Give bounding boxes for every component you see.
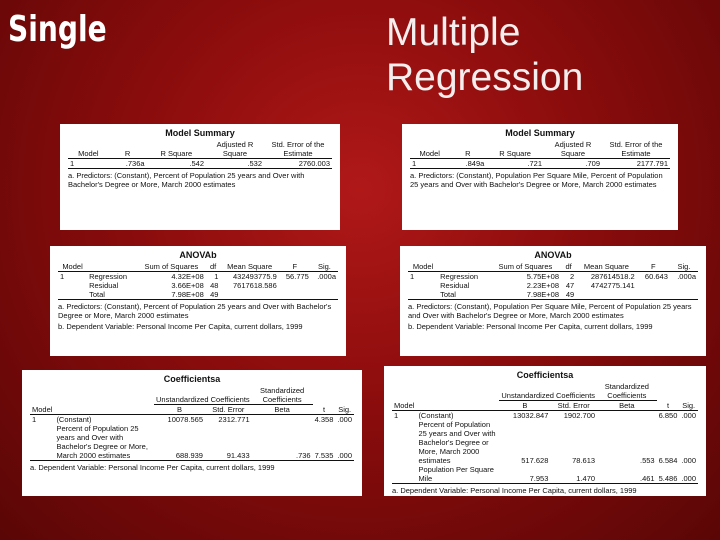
table-row [392,465,698,484]
col-header: Sig. [682,401,696,410]
cell: Total [89,290,105,299]
col-header: R [465,149,471,158]
cell: .000 [681,474,696,483]
cell: 4.358 [314,415,334,424]
table-row [30,415,354,425]
col-header: B [176,405,182,414]
cell: Percent of Population 25 years and Over with Bachelor's Degree or More, March 2000 estimates [418,420,496,465]
col-header: t [322,405,326,414]
cell: 2760.003 [264,159,332,169]
cell: 1 [410,159,449,169]
cell: 287614518.2 [576,272,636,282]
col-header: Sum of Squares [144,262,199,271]
col-header: Sig. [338,405,352,414]
table-note: b. Dependent Variable: Personal Income Per Capita, current dollars, 1999 [408,322,653,331]
cell: .000 [337,415,352,424]
slide-title-multiple-line1: Multiple [386,11,521,54]
cell: .736a [109,159,147,169]
col-header: Mean Square [583,262,629,271]
table-row [58,281,338,290]
cell: 7.953 [529,474,549,483]
col-header: t [666,401,670,410]
cell: 49 [565,290,575,299]
table-title: ANOVAb [179,250,217,260]
col-header: Model [32,405,53,414]
cell: 49 [210,290,219,299]
table-row [408,281,698,290]
cell: .000 [681,411,696,420]
single-coefficients-panel [22,370,362,496]
col-header: Sig. [317,262,331,271]
cell: Residual [89,281,119,290]
cell: 60.643 [637,272,670,282]
col-header [438,262,490,272]
cell: 1 [392,411,416,421]
cell: 1.470 [576,474,596,483]
cell: 5.486 [658,474,678,483]
col-header: Model [412,262,434,271]
cell: 7617618.586 [232,281,277,290]
col-header: df [565,262,572,271]
cell [311,290,338,300]
cell: 1 [408,272,438,282]
col-header: Model [62,262,83,271]
group-header: Unstandardized Coefficients [499,382,597,401]
cell: .000 [337,451,352,460]
table-note: a. Predictors: (Constant), Percent of Population 25 years and Over with Bachelor's Degree or More, March 2000 estimates [68,171,305,189]
cell: 56.775 [279,272,311,282]
table-row [408,290,698,300]
cell [220,290,278,300]
table-note: a. Predictors: (Constant), Population Per Square Mile, Percent of Population 25 years and Over with Bachelor's Degree or More, March 2000 estimates [408,302,692,320]
cell: 78.613 [572,456,596,465]
single-model-summary-table [68,140,332,169]
col-header: df [209,262,217,271]
cell: 48 [210,281,219,290]
cell: 4.32E+08 [137,272,206,282]
cell: 2177.791 [602,159,670,169]
cell: 432493775.9 [220,272,278,282]
cell: 7.535 [314,451,334,460]
cell: Total [440,290,456,299]
cell: .721 [486,159,544,169]
cell: 2.23E+08 [526,281,560,290]
cell: 6.850 [658,411,678,420]
cell: .000a [670,272,698,282]
single-anova-panel [50,246,346,356]
multiple-anova-table [408,262,698,300]
cell: Regression [438,272,490,282]
col-header: Sig. [677,262,691,271]
cell: 2 [561,272,576,282]
table-row [408,272,698,282]
cell: .461 [640,474,655,483]
multiple-model-summary-panel [402,124,678,230]
col-header: F [650,262,656,271]
col-header [87,262,137,272]
cell: 13032.847 [499,411,550,421]
group-header: Standardized Coefficients [252,386,313,405]
col-header [54,405,154,415]
col-header: Mean Square [227,262,273,271]
cell: 7.98E+08 [171,290,204,299]
group-header: Standardized Coefficients [597,382,657,401]
table-row [68,159,332,169]
cell [408,290,438,300]
cell [252,415,313,425]
cell: 4742775.141 [590,281,635,290]
table-row [58,272,338,282]
cell [58,281,87,290]
cell [311,281,338,290]
table-title: Model Summary [165,128,235,138]
cell: 10078.565 [154,415,205,425]
single-anova-table [58,262,338,300]
cell: Regression [87,272,137,282]
cell: .532 [206,159,264,169]
table-title: ANOVAb [534,250,572,260]
col-header: Adjusted R Square [554,140,592,158]
multiple-anova-panel [400,246,706,356]
multiple-model-summary-table [410,140,670,169]
multiple-coefficients-table [392,382,698,484]
col-header: B [522,401,528,410]
col-header: R [124,149,131,158]
cell: 2312.771 [205,415,252,425]
cell: 517.628 [521,456,549,465]
slide-title-single: Single [8,9,107,50]
cell [58,290,87,300]
cell: 1902.700 [550,411,597,421]
cell: Residual [440,281,470,290]
table-row [58,290,338,300]
cell: .736 [296,451,311,460]
cell: Population Per Square Mile [418,465,494,483]
col-header: Std. Error [557,401,590,410]
cell: .849a [449,159,486,169]
cell: .000 [681,456,696,465]
slide-title-multiple-line2: Regression [386,56,584,99]
cell: .542 [147,159,206,169]
table-row [30,424,354,461]
cell: 5.75E+08 [490,272,561,282]
cell [279,281,311,290]
col-header: Model [419,149,440,158]
cell: .553 [640,456,655,465]
col-header [416,401,499,411]
col-header: Model [78,149,99,158]
col-header: Beta [274,405,290,414]
table-title: Coefficientsa [163,374,221,384]
single-model-summary-panel [60,124,340,230]
slide-title-multiple [386,10,583,100]
table-title: Model Summary [505,128,575,138]
cell: (Constant) [54,415,154,425]
cell: 1 [206,272,221,282]
col-header: F [292,262,298,271]
cell [670,290,698,300]
cell: 1 [68,159,109,169]
col-header: R Square [160,149,193,158]
cell [637,290,670,300]
col-header: Std. Error of the Estimate [271,140,325,158]
table-row [410,159,670,169]
table-row [392,411,698,421]
col-header: Std. Error of the Estimate [609,140,663,158]
group-header: Unstandardized Coefficients [154,386,252,405]
table-note: b. Dependent Variable: Personal Income Per Capita, current dollars, 1999 [58,322,303,331]
cell: 47 [565,281,575,290]
cell: 1 [58,272,87,282]
cell [279,290,311,300]
table-note: a. Dependent Variable: Personal Income Per Capita, current dollars, 1999 [392,486,637,495]
table-note: a. Dependent Variable: Personal Income Per Capita, current dollars, 1999 [30,463,275,472]
cell [392,420,416,465]
cell [576,290,636,300]
table-title: Coefficientsa [516,370,574,380]
cell [637,281,670,290]
cell: 7.98E+08 [526,290,560,299]
table-note: a. Predictors: (Constant), Percent of Population 25 years and Over with Bachelor's Degree or More, March 2000 estimates [58,302,332,320]
cell: 91.433 [226,451,250,460]
col-header: Model [394,401,415,410]
cell [408,281,438,290]
cell: 688.939 [175,451,203,460]
cell: .709 [544,159,602,169]
table-note: a. Predictors: (Constant), Population Per Square Mile, Percent of Population 25 years and Over with Bachelor's Degree or More, March 2000 estimates [410,171,663,189]
cell: (Constant) [416,411,499,421]
table-row [392,420,698,465]
cell: Percent of Population 25 years and Over with Bachelor's Degree or More, March 2000 estimates [56,424,148,460]
cell [597,411,657,421]
cell: 1 [30,415,54,425]
cell: 6.584 [658,456,678,465]
col-header: Beta [619,401,635,410]
multiple-coefficients-panel [384,366,706,496]
cell: .000a [311,272,338,282]
single-coefficients-table [30,386,354,461]
cell [30,424,54,461]
col-header: R Square [499,149,531,158]
cell: 3.66E+08 [171,281,204,290]
cell [392,465,416,484]
col-header: Sum of Squares [498,262,553,271]
col-header: Adjusted R Square [216,140,254,158]
cell [670,281,698,290]
col-header: Std. Error [212,405,245,414]
